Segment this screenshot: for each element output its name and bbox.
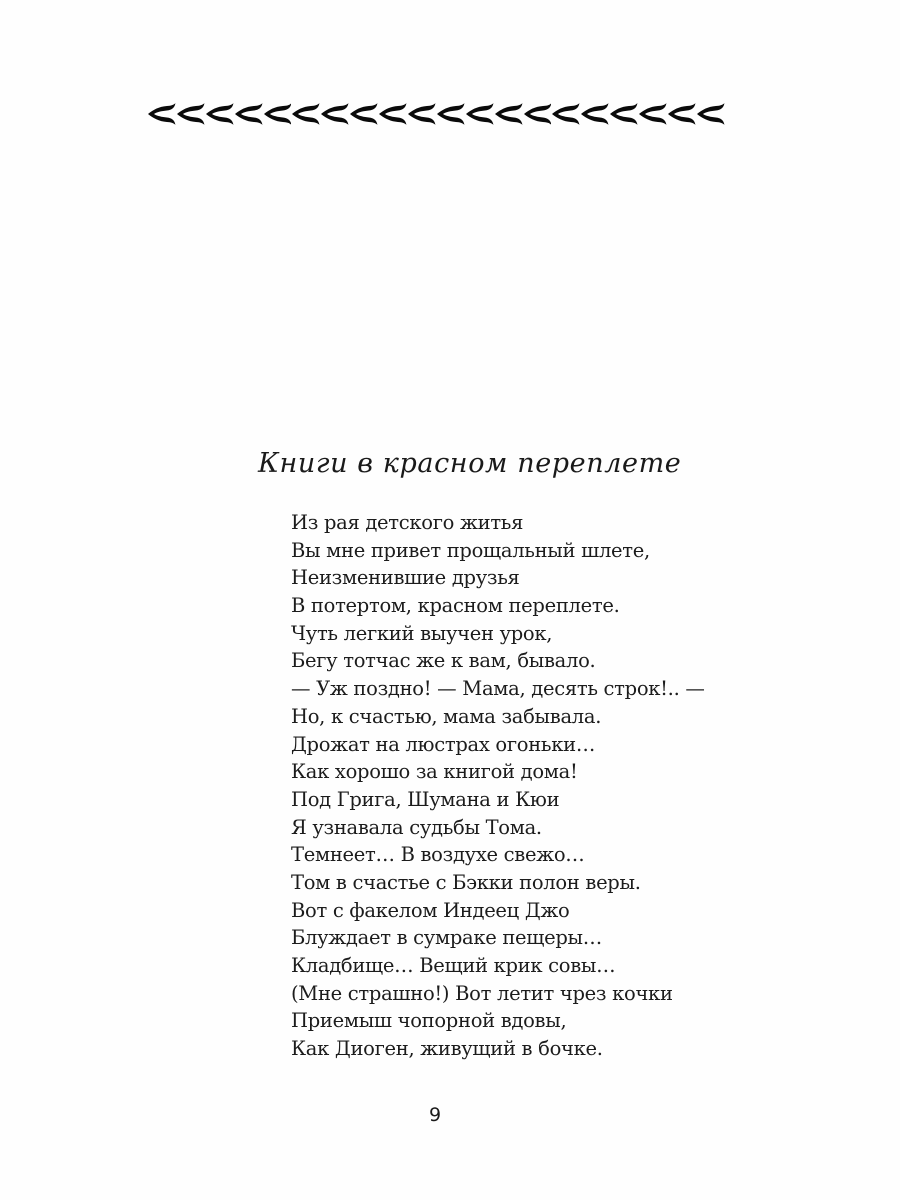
- leaf-chevron-icon: [551, 101, 580, 127]
- poem-line: Блуждает в сумраке пещеры…: [291, 926, 602, 950]
- leaf-chevron-icon: [494, 101, 523, 127]
- poem-title: Книги в красном переплете: [258, 448, 682, 479]
- poem-line: Как хорошо за книгой дома!: [291, 760, 578, 784]
- leaf-chevron-icon: [234, 101, 263, 127]
- poem-body: [291, 509, 705, 1063]
- leaf-chevron-icon: [291, 101, 320, 127]
- leaf-chevron-icon: [349, 101, 378, 127]
- leaf-chevron-icon: [407, 101, 436, 127]
- leaf-chevron-icon: [205, 101, 234, 127]
- poem-line: Под Грига, Шумана и Кюи: [291, 787, 560, 811]
- poem-line: Я узнавала судьбы Тома.: [291, 815, 542, 839]
- leaf-chevron-icon: [696, 101, 725, 127]
- leaf-chevron-icon: [523, 101, 552, 127]
- poem-line: Том в счастье с Бэкки полон веры.: [291, 870, 641, 894]
- leaf-chevron-icon: [580, 101, 609, 127]
- poem-line: — Уж поздно! — Мама, десять строк!.. —: [291, 677, 705, 701]
- leaf-chevron-icon: [320, 101, 349, 127]
- leaf-chevron-icon: [465, 101, 494, 127]
- poem-line: Неизменившие друзья: [291, 566, 520, 590]
- poem-line: Дрожат на люстрах огоньки…: [291, 732, 596, 756]
- leaf-chevron-icon: [436, 101, 465, 127]
- poem-line: (Мне страшно!) Вот летит чрез кочки: [291, 981, 673, 1005]
- poem-line: Приемыш чопорной вдовы,: [291, 1009, 567, 1033]
- poem-line: В потертом, красном переплете.: [291, 594, 620, 618]
- poem-line: Темнеет… В воздухе свежо…: [291, 843, 585, 867]
- poem-line: Вы мне привет прощальный шлете,: [291, 538, 650, 562]
- leaf-chevron-icon: [147, 101, 176, 127]
- poem-line: Бегу тотчас же к вам, бывало.: [291, 649, 596, 673]
- poem-line: Вот с факелом Индеец Джо: [291, 898, 570, 922]
- leaf-chevron-icon: [638, 101, 667, 127]
- leaf-chevron-icon: [263, 101, 292, 127]
- poem-line: Как Диоген, живущий в бочке.: [291, 1037, 603, 1061]
- poem-line: Из рая детского житья: [291, 511, 524, 534]
- page-number: 9: [428, 1104, 442, 1126]
- leaf-chevron-icon: [609, 101, 638, 127]
- leaf-chevron-icon: [176, 101, 205, 127]
- leaf-chevron-icon: [667, 101, 696, 127]
- leaf-chevron-icon: [378, 101, 407, 127]
- poem-line: Кладбище… Вещий крик совы…: [291, 954, 616, 977]
- poem-line: Но, к счастью, мама забывала.: [291, 704, 602, 728]
- poem-line: Чуть легкий выучен урок,: [291, 621, 553, 645]
- decorative-border: [147, 101, 725, 127]
